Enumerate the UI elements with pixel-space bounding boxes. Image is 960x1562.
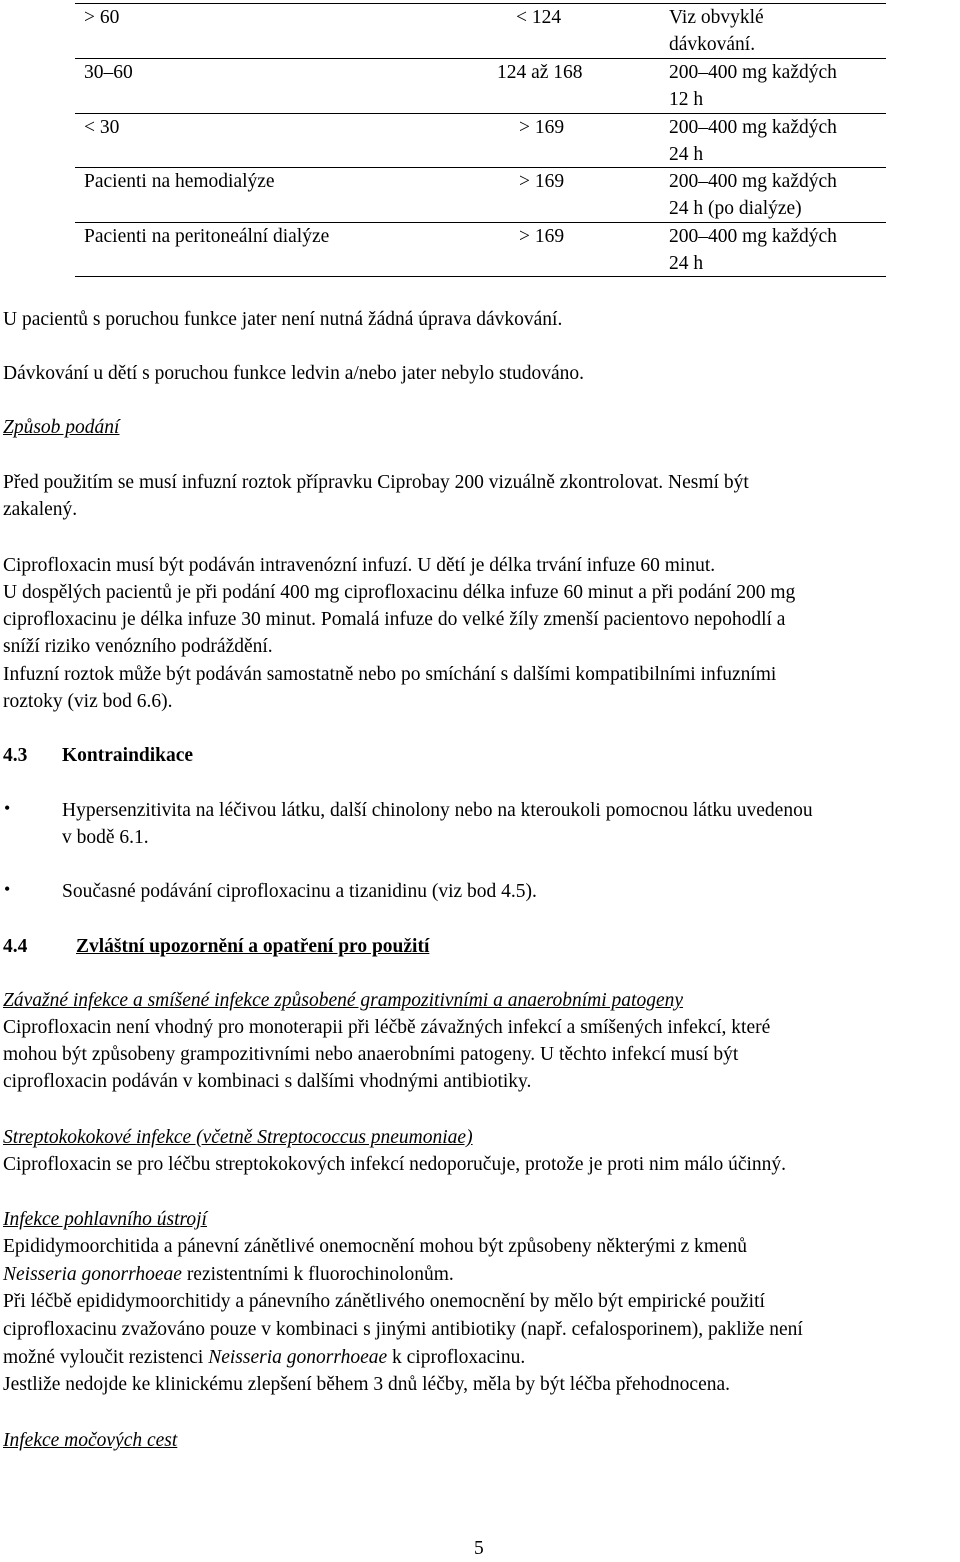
table-cell-row4-col2: > 169 [519,171,565,192]
paragraph-line: mohou být způsobeny grampozitivními nebo anaerobními patogeny. U těchto infekcí musí být [3,1044,739,1065]
table-cell-row5-col1: Pacienti na peritoneální dialýze [84,226,330,247]
text-run: k ciprofloxacinu. [387,1347,526,1368]
paragraph-line: ciprofloxacinu zvažováno pouze v kombinaci s jinými antibiotiky (např. cefalosporinem), pakliže není [3,1319,803,1340]
table-cell-row1-col2: < 124 [516,7,562,28]
table-rule [75,276,886,277]
paragraph-line: Jestliže nedojde ke klinickému zlepšení během 3 dnů léčby, měla by být léčba přehodnocena. [3,1374,731,1395]
admin2-line: Ciprofloxacin musí být podáván intravenózní infuzí. U dětí je délka trvání infuze 60 minut. [3,555,716,576]
table-cell-row1-col3b: dávkování. [669,34,756,55]
admin2-line: U dospělých pacientů je při podání 400 mg ciprofloxacinu délka infuze 60 minut a při podání 200 mg [3,582,796,603]
table-cell-row2-col1: 30–60 [84,62,133,83]
paragraph-line: Ciprofloxacin není vhodný pro monoterapii při léčbě závažných infekcí a smíšených infekcí, které [3,1017,771,1038]
table-cell-row3-col2: > 169 [519,117,565,138]
table-cell-row2-col2: 124 až 168 [497,62,583,83]
bullet-line: v bodě 6.1. [62,827,149,848]
subsection-heading: Infekce pohlavního ústrojí [3,1209,207,1230]
paragraph-line: Při léčbě epididymoorchitidy a pánevního zánětlivého onemocnění by mělo být empirické použití [3,1291,765,1312]
admin2-line: ciprofloxacinu je délka infuze 30 minut. Pomalá infuze do velké žíly zmenší pacientovo nepohodlí a [3,609,786,630]
admin2-line: roztoky (viz bod 6.6). [3,691,173,712]
species-name: Neisseria gonorrhoeae [3,1264,182,1285]
paragraph-line: ciprofloxacin podáván v kombinaci s dalšími vhodnými antibiotiky. [3,1071,532,1092]
table-cell-row2-col3a: 200–400 mg každých [669,62,837,83]
table-cell-row1-col3a: Viz obvyklé [669,7,764,28]
table-cell-row4-col1: Pacienti na hemodialýze [84,171,275,192]
paragraph-line: Epididymoorchitida a pánevní zánětlivé onemocnění mohou být způsobeny některými z kmenů [3,1236,748,1257]
bullet-line: Hypersenzitivita na léčivou látku, další chinolony nebo na kteroukoli pomocnou látku uvedenou [62,800,813,821]
table-cell-row1-col1: > 60 [84,7,120,28]
bullet-line: Současné podávání ciprofloxacinu a tizanidinu (viz bod 4.5). [62,881,537,902]
table-cell-row4-col3b: 24 h (po dialýze) [669,198,802,219]
bullet-icon: • [4,798,11,818]
table-cell-row2-col3b: 12 h [669,89,704,110]
admin-line: zakalený. [3,499,78,520]
subsection-heading: Infekce močových cest [3,1430,178,1451]
table-cell-row3-col3a: 200–400 mg každých [669,117,837,138]
table-cell-row4-col3a: 200–400 mg každých [669,171,837,192]
table-cell-row5-col2: > 169 [519,226,565,247]
text-run: rezistentními k fluorochinolonům. [181,1264,454,1285]
subsection-heading: Závažné infekce a smíšené infekce způsobené grampozitivními a anaerobními patogeny [3,990,684,1011]
admin2-line: Infuzní roztok může být podáván samostatně nebo po smíchání s dalšími kompatibilními infuzními [3,664,777,685]
species-name: Neisseria gonorrhoeae [208,1347,388,1368]
admin-heading: Způsob podání [3,417,120,438]
table-rule [75,3,886,4]
section-number: 4.3 [3,745,28,766]
text-run: možné vyloučit rezistenci [3,1347,209,1368]
liver-paragraph: U pacientů s poruchou funkce jater není nutná žádná úprava dávkování. [3,309,563,330]
section-title: Zvláštní upozornění a opatření pro použití [76,936,430,957]
admin2-line: sníží riziko venózního podráždění. [3,636,273,657]
table-cell-row3-col3b: 24 h [669,144,704,165]
table-cell-row5-col3b: 24 h [669,253,704,274]
table-cell-row5-col3a: 200–400 mg každých [669,226,837,247]
children-paragraph: Dávkování u dětí s poruchou funkce ledvin a/nebo jater nebylo studováno. [3,363,585,384]
admin-line: Před použitím se musí infuzní roztok přípravku Ciprobay 200 vizuálně zkontrolovat. Nesmí být [3,472,749,493]
paragraph-line [3,1344,525,1371]
paragraph-line: Ciprofloxacin se pro léčbu streptokokových infekcí nedoporučuje, protože je proti nim málo účinný. [3,1154,787,1175]
table-cell-row3-col1: < 30 [84,117,120,138]
section-number: 4.4 [3,936,28,957]
paragraph-line [3,1261,454,1288]
page-number: 5 [474,1538,484,1559]
section-title: Kontraindikace [62,745,194,766]
bullet-icon: • [4,879,11,899]
subsection-heading: Streptokokokové infekce (včetně Streptococcus pneumoniae) [3,1127,473,1148]
